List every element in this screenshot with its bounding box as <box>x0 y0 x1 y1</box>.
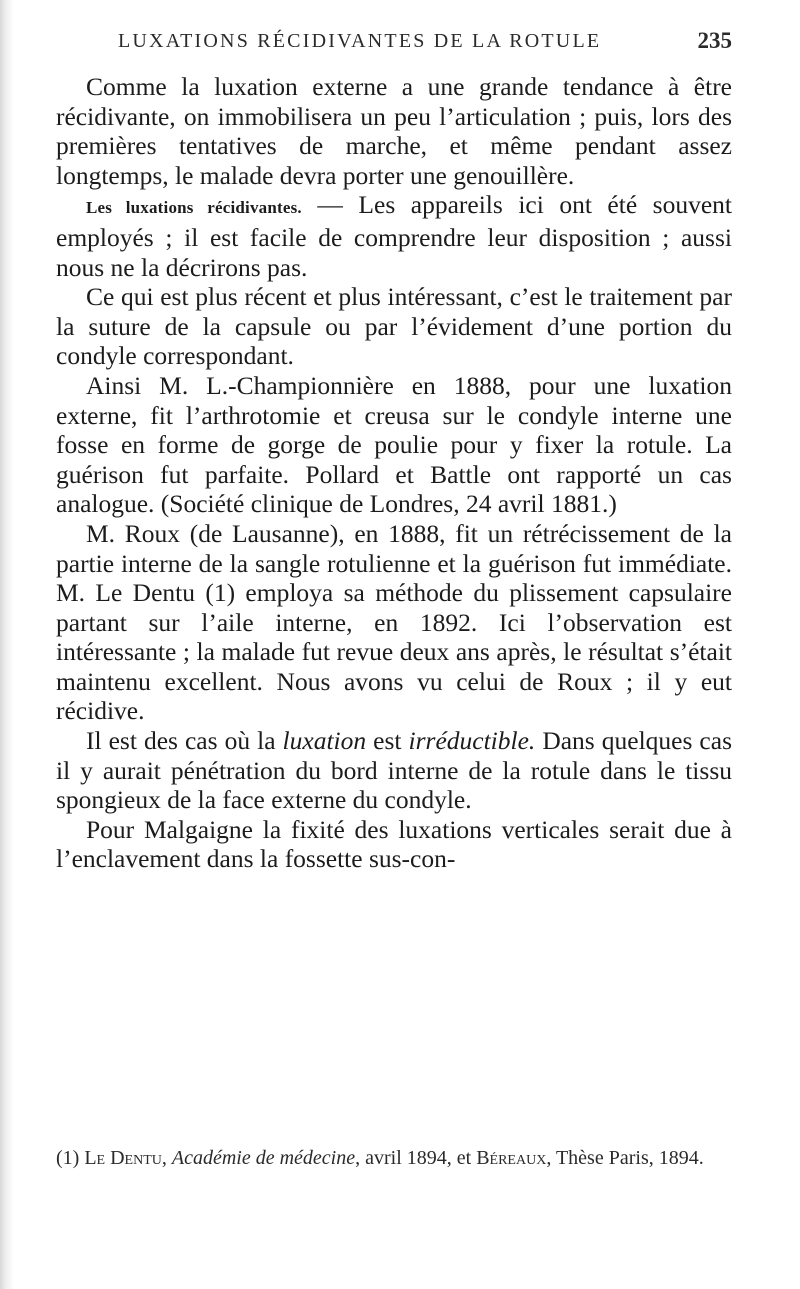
paragraph-3-text: Ce qui est plus récent et plus intéressant, c’est le traitement par la suture de la capsule ou par l’évidement d’une portion du condyle correspondant. <box>56 282 732 371</box>
footnote-sep: , <box>161 1147 172 1169</box>
book-page <box>56 22 732 874</box>
footnote <box>56 1148 732 1168</box>
paragraph-3 <box>56 282 732 371</box>
footnote-marker: (1) <box>56 1147 85 1169</box>
paragraph-6-text-before: Il est des cas où la <box>86 726 283 756</box>
binding-edge <box>0 0 22 1289</box>
paragraph-4-text: Ainsi M. L.-Championnière en 1888, pour une luxation externe, fit l’arthrotomie et creusa sur le condyle interne une fosse en forme de gorge de poulie pour y fixer la rotule. La guérison fut parfaite. Pollard et Battle ont rapporté un cas analogue. (Société clinique de Londres, 24 avril 1881.) <box>56 370 732 519</box>
running-head <box>56 22 732 66</box>
paragraph-6-text-middle: est <box>366 726 409 756</box>
paragraph-7 <box>56 815 732 874</box>
body-text <box>56 72 732 874</box>
paragraph-2 <box>56 190 732 282</box>
paragraph-4 <box>56 371 732 519</box>
paragraph-6 <box>56 726 732 815</box>
paragraph-5 <box>56 519 732 726</box>
footnote-date: , avril 1894, et <box>355 1147 477 1169</box>
footnote-journal: Académie de médecine <box>171 1147 356 1169</box>
italic-luxation: luxation <box>282 726 367 756</box>
paragraph-2-text: — Les appareils ici ont été souvent employés ; il est facile de comprendre leur disposition ; aussi nous ne la décrirons pas. <box>56 190 732 282</box>
footnote-author-2: Béreaux <box>476 1147 547 1169</box>
italic-irreductible: irréductible. <box>408 726 536 756</box>
paragraph-7-text: Pour Malgaigne la fixité des luxations verticales serait due à l’enclavement dans la fossette sus-con- <box>56 814 732 874</box>
footnote-author: Le Dentu <box>84 1147 162 1169</box>
footnote-rest: , Thèse Paris, 1894. <box>546 1147 704 1169</box>
page-number: 235 <box>697 28 732 53</box>
paragraph-1 <box>56 72 732 190</box>
paragraph-1-text: Comme la luxation externe a une grande tendance à être récidivante, on immobilisera un peu l’articulation ; puis, lors des premières tentatives de marche, et même pendant assez longtemps, le malade devra porter une genouillère. <box>56 72 732 190</box>
running-title: LUXATIONS RÉCIDIVANTES DE LA ROTULE <box>118 30 602 52</box>
sidehead-luxations-recidivantes: Les luxations récidivantes. <box>86 198 302 218</box>
paragraph-5-text: M. Roux (de Lausanne), en 1888, fit un rétrécissement de la partie interne de la sangle rotulienne et la guérison fut immédiate. M. Le Dentu (1) employa sa méthode du plissement capsulaire partant sur l’aile interne, en 1892. Ici l’observation est intéressante ; la malade fut revue deux ans après, le résultat s’était maintenu excellent. Nous avons vu celui de Roux ; il y eut récidive. <box>56 518 732 726</box>
paragraph-6-text-after: Dans quelques cas il y aurait pénétration du bord interne de la rotule dans le tissu spongieux de la face externe du condyle. <box>56 726 732 815</box>
